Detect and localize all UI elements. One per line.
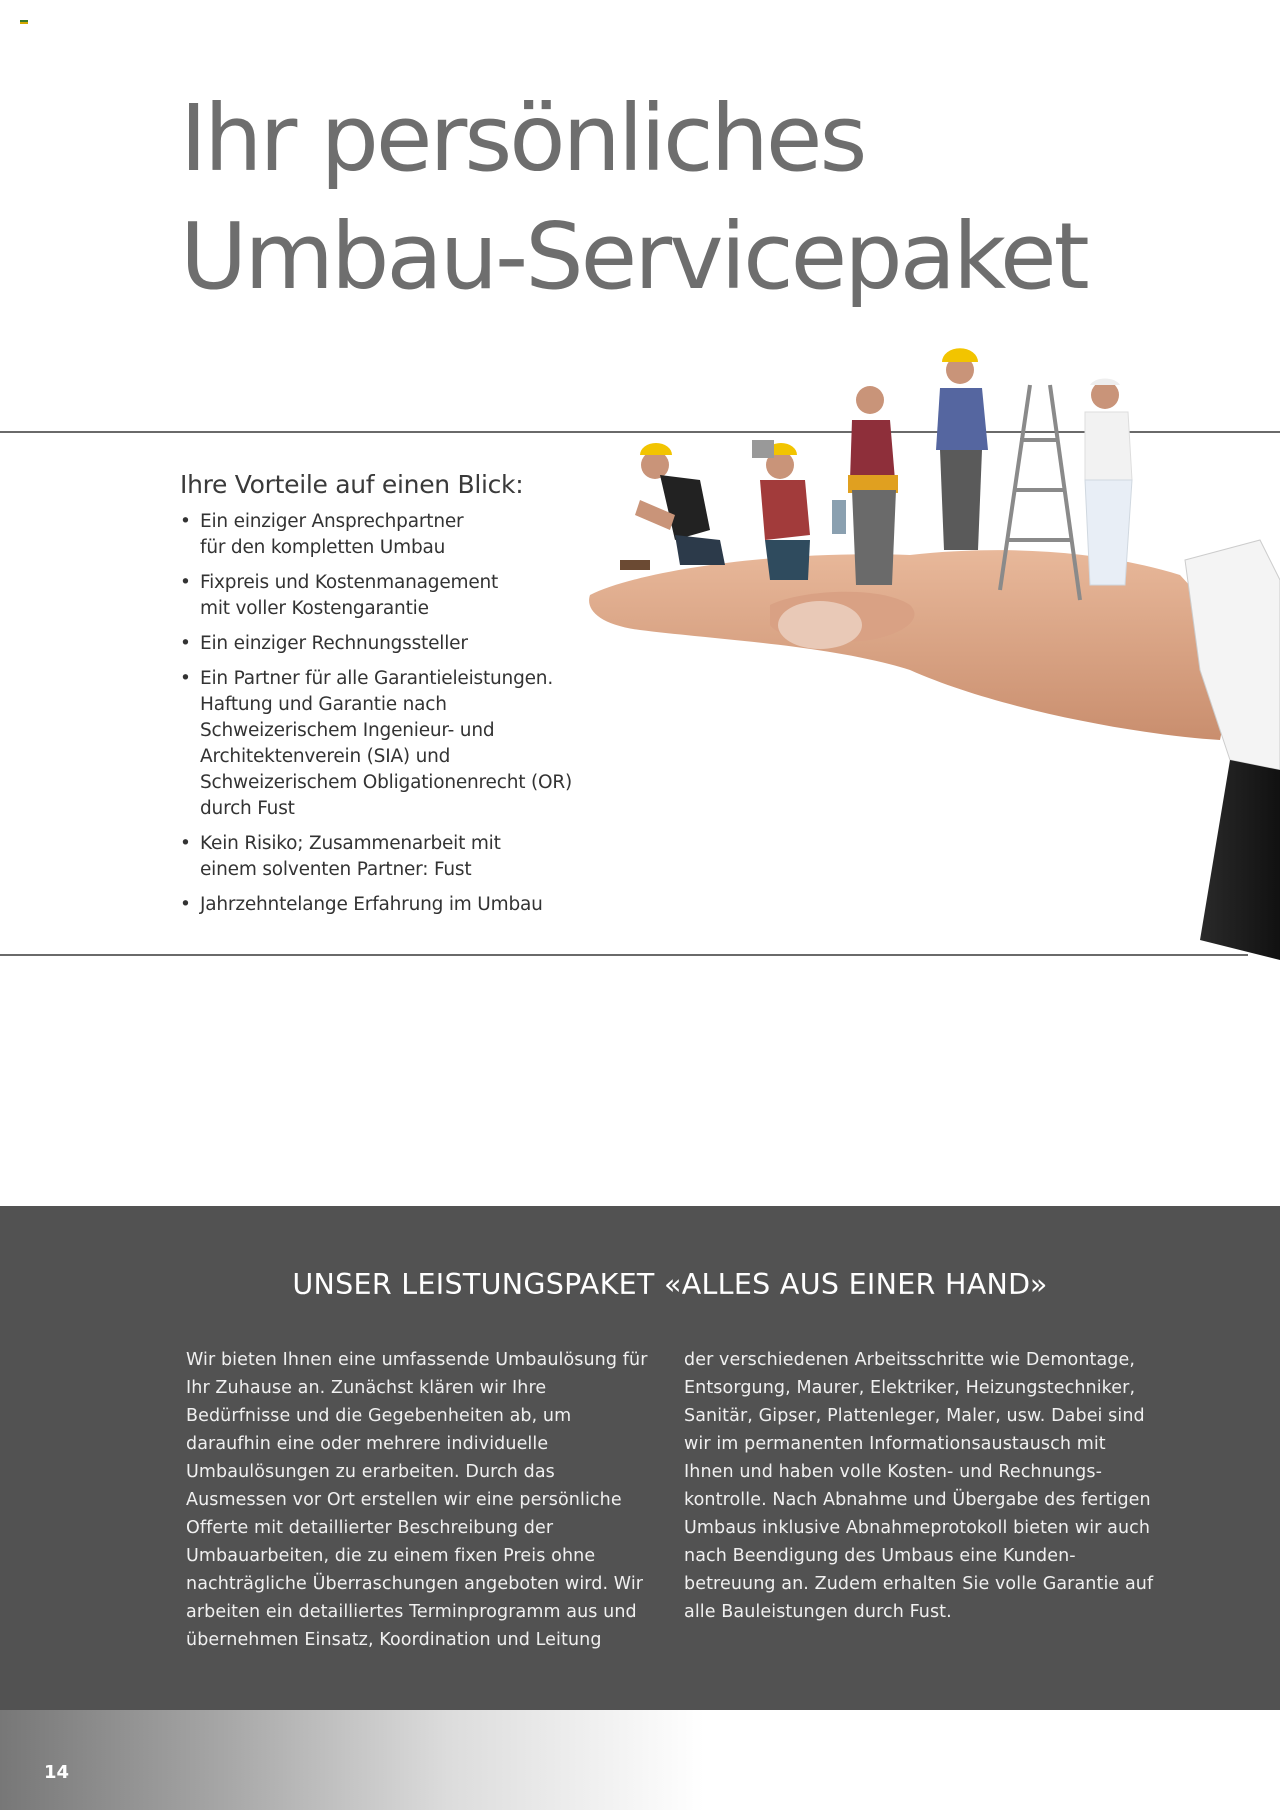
benefits-section [180, 470, 600, 927]
benefit-item: • Ein Partner für alle Garantieleistungen. Haftung und Garantie nach Schweizerischem Ingenieur- und Architektenverein (SIA) und Schweizerischem Obligationenrecht (OR) durch Fust [180, 666, 600, 822]
worker-figure [936, 348, 988, 550]
worker-figure [752, 440, 810, 580]
service-text-column-2: der verschiedenen Arbeitsschritte wie Demontage, Entsorgung, Maurer, Elektriker, Heizungstechniker, Sanitär, Gipser, Plattenleger, Maler, usw. Dabei sind wir im permanenten Informationsaustausch mit Ihnen und haben volle Kosten- und Rechnungs- kontrolle. Nach Abnahme und Übergabe des fertigen Umbaus inklusive Abnahmeprotokoll bieten wir auch nach Beendigung des Umbaus eine Kunden- betreuung an. Zudem erhalten Sie volle Garantie auf alle Bauleistungen durch Fust. [684, 1350, 1154, 1622]
footer-gradient-bar [0, 1710, 1280, 1810]
benefits-list [180, 509, 600, 918]
page-title [180, 80, 1180, 316]
benefits-heading: Ihre Vorteile auf einen Blick: [180, 470, 524, 499]
corner-color-mark [20, 20, 28, 26]
worker-figure [1085, 378, 1132, 585]
service-text-column-1: Wir bieten Ihnen eine umfassende Umbaulösung für Ihr Zuhause an. Zunächst klären wir Ihre Bedürfnisse und die Gegebenheiten ab, um daraufhin eine oder mehrere individuelle Umbaulösungen zu erarbeiten. Durch das Ausmessen vor Ort erstellen wir eine persönliche Offerte mit detaillierter Beschreibung der Umbauarbeiten, die zu einem fixen Preis ohne nachträgliche Überraschungen angeboten wird. Wir arbeiten ein detailliertes Terminprogramm aus und übernehmen Einsatz, Koordination und Leitung [186, 1350, 648, 1650]
benefit-item: • Ein einziger Ansprechpartner für den kompletten Umbau [180, 509, 600, 561]
benefit-item: • Fixpreis und Kostenmanagement mit voller Kostengarantie [180, 570, 600, 622]
service-heading: UNSER LEISTUNGSPAKET «ALLES AUS EINER HAND» [292, 1268, 1048, 1301]
worker-figure [620, 443, 725, 570]
hand-with-workers-illustration [580, 340, 1280, 960]
page-title-line-1: Ihr persönliches [180, 85, 865, 192]
service-panel [0, 1206, 1280, 1710]
page-title-line-2: Umbau-Servicepaket [180, 203, 1087, 310]
benefit-item: • Jahrzehntelange Erfahrung im Umbau [180, 892, 600, 918]
benefit-item: • Kein Risiko; Zusammenarbeit mit einem solventen Partner: Fust [180, 831, 600, 883]
page-number: 14 [44, 1762, 70, 1783]
benefit-item: • Ein einziger Rechnungssteller [180, 631, 600, 657]
